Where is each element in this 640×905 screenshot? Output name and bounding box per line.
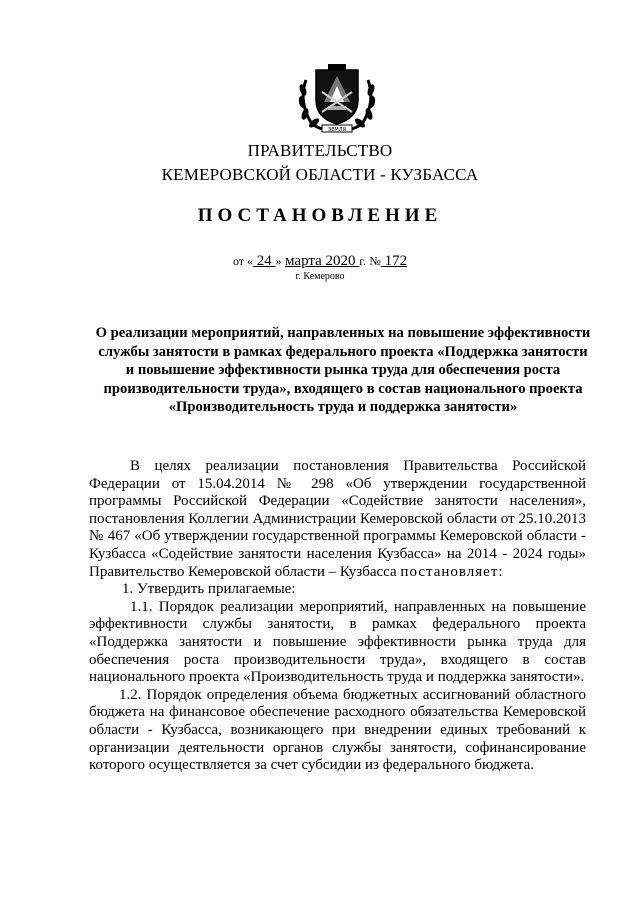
date-month-year: марта 2020 <box>285 253 360 269</box>
document-dateline <box>0 253 640 270</box>
svg-text:ЗЕМЛЯ: ЗЕМЛЯ <box>328 127 346 133</box>
document-city: г. Кемерово <box>295 271 345 282</box>
item-1-1: 1.1. Порядок реализации мероприятий, направленных на повышение эффективности службы занятости, в рамках федерального проекта «Поддержка занятости и повышение эффективности рынка труда для обеспечения роста производительности труда», входящего в состав национального проекта «Производительность труда и поддержка занятости». <box>89 598 586 686</box>
kemerovo-coat-of-arms-icon <box>294 62 380 134</box>
preamble-text: В целях реализации постановления Правительства Российской Федерации от 15.04.2014 № 298 «Об утверждении государственной программы Российской Федерации «Содействие занятости населения», постановления Коллегии Администрации Кемеровской области от 25.10.2013 № 467 «Об утверждении государственной программы Кемеровской области - Кузбасса «Содействие занятости населения Кузбасса» на 2014 - 2024 годы» Правительство Кемеровской области – Кузбасса <box>89 458 586 580</box>
document-number-label: № <box>369 254 381 268</box>
authority-name-line1: ПРАВИТЕЛЬСТВО <box>247 141 393 160</box>
date-day: 24 <box>253 253 276 269</box>
date-mid: » <box>275 254 282 268</box>
document-body <box>89 458 586 775</box>
authority-name-line2: КЕМЕРОВСКОЙ ОБЛАСТИ - КУЗБАССА <box>161 165 479 184</box>
preamble-paragraph <box>89 458 586 581</box>
document-type-heading: ПОСТАНОВЛЕНИЕ <box>197 205 443 226</box>
date-year-suffix: г. <box>359 254 366 268</box>
document-title: О реализации мероприятий, направленных на повышение эффективности службы занятости в рамках федерального проекта «Поддержка занятости и повышение эффективности рынка труда для обеспечения роста производительности труда», входящего в состав национального проекта «Производительность труда и поддержка занятости» <box>95 325 591 415</box>
document-number: 172 <box>380 253 408 269</box>
item-1: 1. Утвердить прилагаемые: <box>122 581 296 598</box>
date-prefix: от « <box>232 254 254 268</box>
item-1-2: 1.2. Порядок определения объема бюджетных ассигнований областного бюджета на финансовое обеспечение расходного обязательства Кемеровской области - Кузбасса, возникающего при внедрении единых требований к организации деятельности органов службы занятости, софинансирование которого осуществляется за счет субсидии из федерального бюджета. <box>89 686 586 774</box>
resolves-word: постановляет: <box>400 563 504 580</box>
